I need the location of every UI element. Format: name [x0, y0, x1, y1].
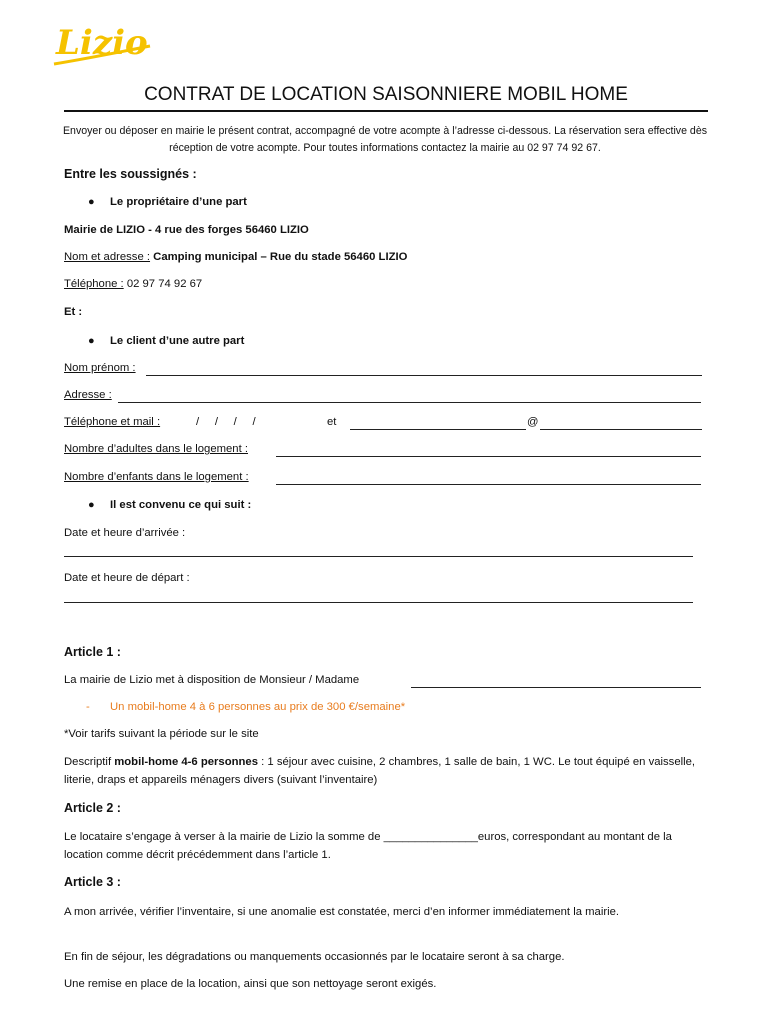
- arrival-field[interactable]: [64, 556, 693, 557]
- owner-bullet: Le propriétaire d’une part: [110, 196, 247, 208]
- intro-text: Envoyer ou déposer en mairie le présent contrat, accompagné de votre acompte à l’adresse ci-dessous. La réservation sera effective dès réception de votre acompte. Pour toutes informations contactez la mairie au 02 97 74 92 67.: [62, 125, 708, 154]
- owner-phone-line: [64, 278, 202, 290]
- bullet-icon: ●: [88, 335, 95, 347]
- article1-heading: Article 1 :: [64, 645, 121, 659]
- departure-label: Date et heure de départ :: [64, 572, 190, 584]
- et-connector: et: [327, 416, 337, 428]
- article3-p2: En fin de séjour, les dégradations ou manquements occasionnés par le locataire seront à sa charge.: [64, 951, 565, 963]
- client-name-label: Nom prénom :: [64, 362, 136, 374]
- et-label: Et :: [64, 306, 83, 318]
- adults-label: Nombre d’adultes dans le logement :: [64, 443, 248, 455]
- name-value: Camping municipal – Rue du stade 56460 LIZIO: [153, 251, 408, 263]
- page-title: CONTRAT DE LOCATION SAISONNIERE MOBIL HOME: [144, 84, 628, 105]
- client-address-field[interactable]: [118, 402, 701, 403]
- departure-field[interactable]: [64, 602, 693, 603]
- article1-description: [64, 753, 712, 789]
- phone-label: Téléphone :: [64, 278, 124, 290]
- article2-before: Le locataire s’engage à verser à la mairie de Lizio la somme de: [64, 831, 381, 843]
- title-rule: [64, 110, 708, 112]
- offer-dash: -: [86, 701, 90, 713]
- client-mail-field[interactable]: [540, 429, 702, 430]
- desc-prefix: Descriptif: [64, 756, 112, 768]
- name-label: Nom et adresse :: [64, 251, 151, 263]
- logo-text: Lizio: [56, 23, 148, 63]
- children-label: Nombre d’enfants dans le logement :: [64, 471, 249, 483]
- article2-heading: Article 2 :: [64, 801, 121, 815]
- phone-value: 02 97 74 92 67: [126, 278, 203, 290]
- offer-text: Un mobil-home 4 à 6 personnes au prix de 300 €/semaine*: [110, 701, 406, 713]
- lizio-logo: [50, 14, 158, 74]
- client-name-field[interactable]: [146, 375, 702, 376]
- desc-rest: : 1 séjour avec cuisine, 2 chambres, 1 salle de bain, 1 WC. Le tout équipé en vaisselle, literie, draps et appareils ménagers divers (suivant l’inventaire): [64, 756, 696, 786]
- desc-bold: mobil-home 4-6 personnes: [114, 756, 258, 768]
- adults-field[interactable]: [276, 456, 701, 457]
- arrival-label: Date et heure d’arrivée :: [64, 527, 186, 539]
- owner-name-line: [64, 251, 407, 263]
- at-sign: @: [527, 416, 539, 428]
- client-address-label: Adresse :: [64, 389, 112, 401]
- bullet-icon: ●: [88, 499, 95, 511]
- article2-after: euros, correspondant au montant de la location comme décrit précédemment dans l’article 1.: [64, 831, 672, 861]
- article1-name-field[interactable]: [411, 687, 701, 688]
- article3-p3: Une remise en place de la location, ainsi que son nettoyage seront exigés.: [64, 978, 437, 990]
- bullet-icon: ●: [88, 196, 95, 208]
- client-phone-field[interactable]: [350, 429, 526, 430]
- article2-text: [64, 828, 712, 864]
- phone-slashes: / / / /: [196, 416, 256, 428]
- article2-blank[interactable]: _______________: [383, 831, 478, 843]
- parties-heading: Entre les soussignés :: [64, 167, 197, 181]
- children-field[interactable]: [276, 484, 701, 485]
- article3-p1: A mon arrivée, vérifier l’inventaire, si une anomalie est constatée, merci d’en informer immédiatement la mairie.: [64, 906, 620, 918]
- agreement-bullet: Il est convenu ce qui suit :: [110, 499, 252, 511]
- article3-heading: Article 3 :: [64, 875, 121, 889]
- tarif-note: *Voir tarifs suivant la période sur le site: [64, 728, 259, 740]
- client-bullet: Le client d’une autre part: [110, 335, 245, 347]
- client-phone-mail-label: Téléphone et mail :: [64, 416, 161, 428]
- article1-text: La mairie de Lizio met à disposition de Monsieur / Madame: [64, 674, 360, 686]
- owner-address: Mairie de LIZIO - 4 rue des forges 56460 LIZIO: [64, 224, 309, 236]
